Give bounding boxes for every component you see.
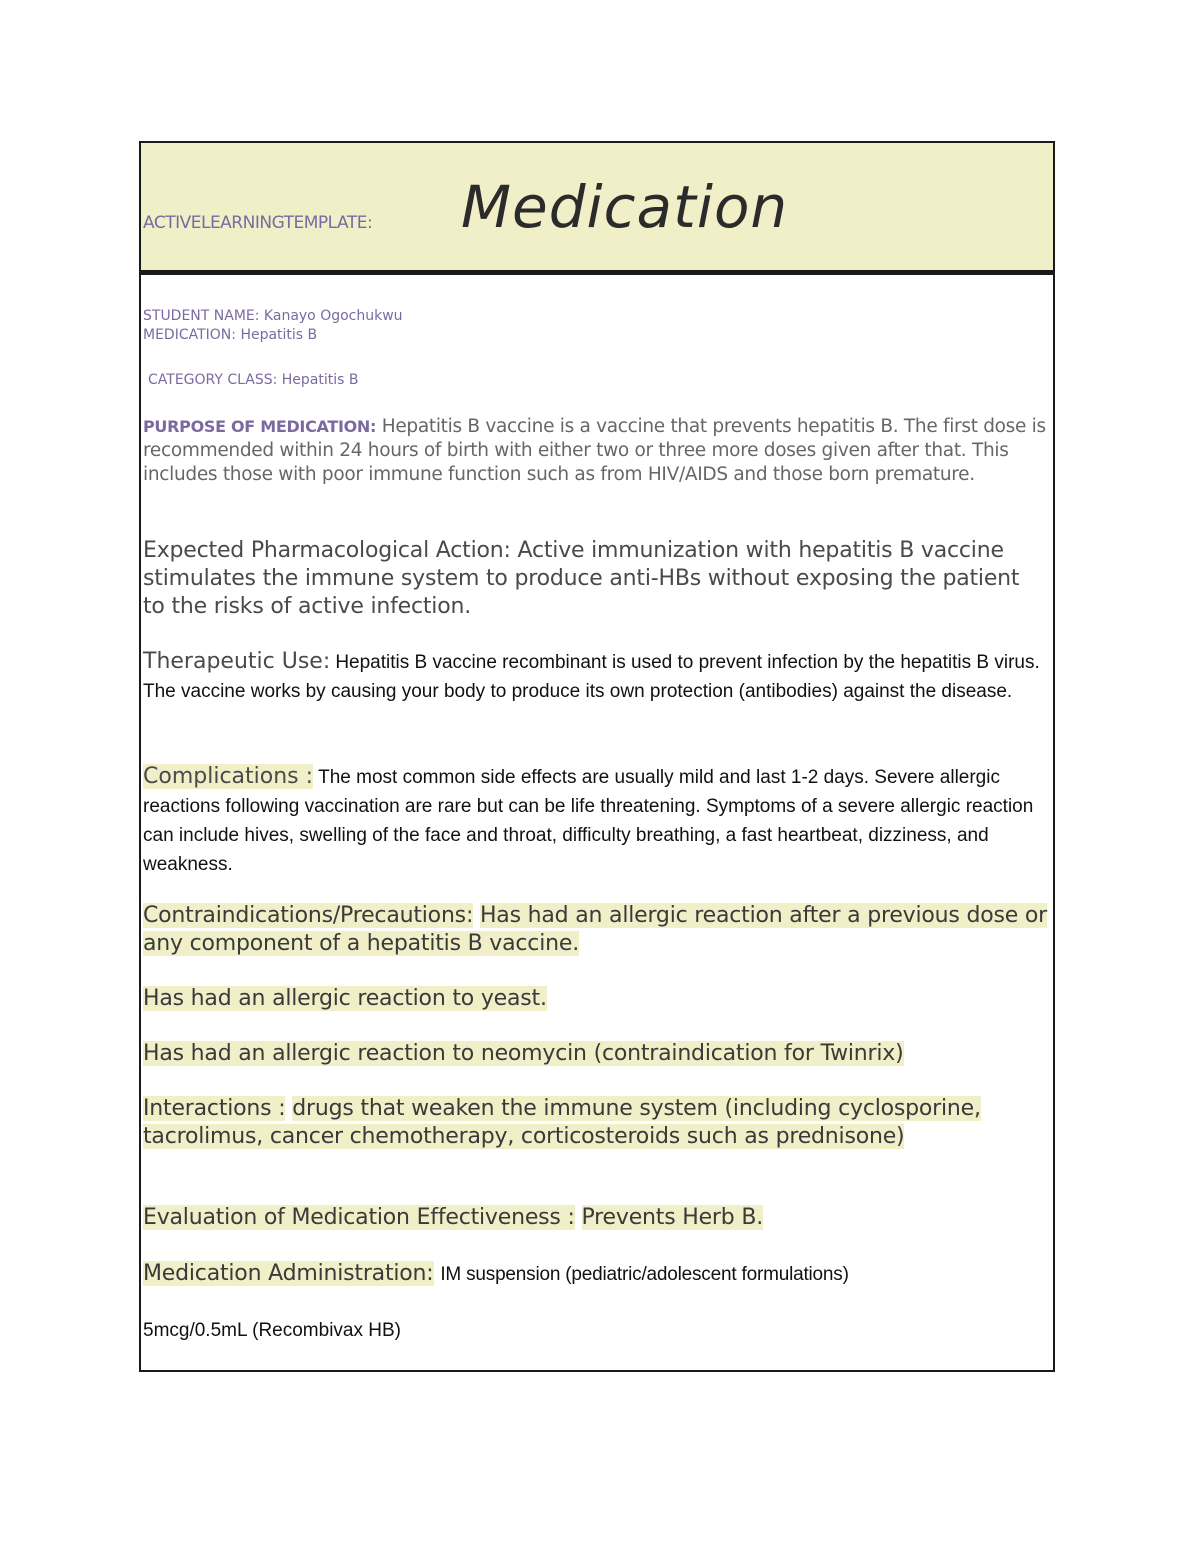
purpose-text: Hepatitis B vaccine is a vaccine that prevents hepatitis B. The first dose is recommended within 24 hours of birth with either two or three more doses given after that. This includes those with poor immune function such as from HIV/AIDS and those born premature. — [143, 416, 1046, 485]
student-name-line: STUDENT NAME: Kanayo Ogochukwu — [143, 308, 403, 324]
contraindication-neomycin — [143, 1040, 1048, 1068]
administration-dose: 5mcg/0.5mL (Recombivax HB) — [143, 1320, 401, 1341]
purpose-section — [143, 415, 1053, 487]
complications-text: The most common side effects are usually mild and last 1-2 days. Severe allergic reactions following vaccination are rare but can be life threatening. Symptoms of a severe allergic reaction can include hives, swelling of the face and throat, difficulty breathing, a fast heartbeat, dizziness, and weakness. — [143, 767, 1034, 875]
contraindication-yeast — [143, 985, 1048, 1013]
contraindication-neomycin-text: Has had an allergic reaction to neomycin (contraindication for Twinrix) — [143, 1041, 904, 1066]
interactions-section — [143, 1095, 1048, 1151]
therapeutic-use-section — [143, 647, 1048, 706]
expected-action-label: Expected Pharmacological Action: — [143, 538, 511, 563]
administration-text: IM suspension (pediatric/adolescent formulations) — [440, 1264, 849, 1285]
interactions-text: drugs that weaken the immune system (including cyclosporine, tacrolimus, cancer chemotherapy, corticosteroids such as prednisone) — [143, 1096, 981, 1149]
purpose-label: PURPOSE OF MEDICATION: — [143, 417, 377, 436]
therapeutic-use-label: Therapeutic Use: — [143, 649, 331, 674]
complications-label: Complications : — [143, 764, 314, 789]
template-title: Medication — [461, 173, 789, 241]
template-header — [141, 143, 1053, 275]
category-class-line: CATEGORY CLASS: Hepatitis B — [148, 372, 359, 388]
therapeutic-use-text: Hepatitis B vaccine recombinant is used to prevent infection by the hepatitis B virus. The vaccine works by causing your body to produce its own protection (antibodies) against the disease. — [143, 652, 1040, 702]
medication-line: MEDICATION: Hepatitis B — [143, 327, 318, 343]
evaluation-label: Evaluation of Medication Effectiveness : — [143, 1205, 575, 1230]
administration-section — [143, 1260, 1048, 1289]
interactions-label: Interactions : — [143, 1096, 286, 1121]
administration-label: Medication Administration: — [143, 1261, 434, 1286]
contraindications-label: Contraindications/Precautions: — [143, 903, 474, 928]
expected-action-section — [143, 537, 1043, 621]
student-info — [143, 307, 403, 345]
contraindications-text: Has had an allergic reaction after a previous dose or any component of a hepatitis B vaccine. — [143, 903, 1047, 956]
expected-action-text: Active immunization with hepatitis B vaccine stimulates the immune system to produce anti-HBs without exposing the patient to the risks of active infection. — [143, 538, 1020, 619]
evaluation-text: Prevents Herb B. — [581, 1205, 764, 1230]
complications-section — [143, 762, 1048, 879]
medication-template-form — [139, 141, 1055, 1372]
evaluation-section — [143, 1204, 1048, 1232]
contraindication-yeast-text: Has had an allergic reaction to yeast. — [143, 986, 547, 1011]
template-prefix: ACTIVELEARNINGTEMPLATE: — [143, 213, 373, 233]
contraindications-section — [143, 902, 1048, 958]
